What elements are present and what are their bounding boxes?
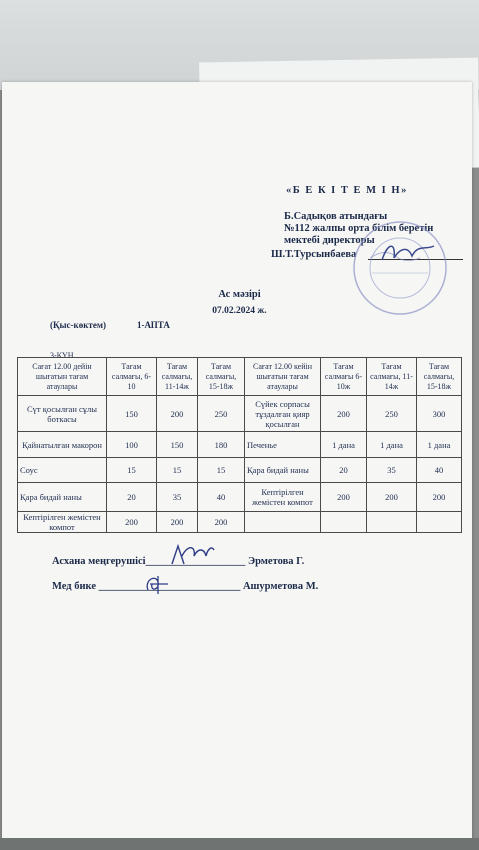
header-cell: Тағам салмағы, 11-14ж [157, 358, 198, 396]
nurse-signature-line: Мед бике ___________________________ Ашурметова М. [52, 581, 319, 592]
value-cell: 20 [107, 483, 157, 512]
header-cell: Сағат 12.00 кейін шығатын тағам атаулары [245, 358, 321, 396]
header-cell: Тағам салмағы, 11-14ж [367, 358, 417, 396]
value-cell: 180 [198, 432, 245, 458]
header-cell: Сағат 12.00 дейін шығатын тағам атаулары [18, 358, 107, 396]
org-line-3: мектебі директоры [284, 235, 375, 246]
header-cell: Тағам салмағы, 15-18ж [417, 358, 462, 396]
value-cell: 40 [417, 458, 462, 483]
value-cell: 20 [321, 458, 367, 483]
value-cell: 200 [321, 483, 367, 512]
value-cell: 200 [157, 512, 198, 533]
cook-signature [168, 542, 216, 568]
value-cell [321, 512, 367, 533]
school-stamp [350, 218, 450, 318]
table-row [18, 512, 462, 533]
director-signature [378, 240, 438, 266]
value-cell: 150 [107, 396, 157, 432]
dish-cell [245, 512, 321, 533]
dish-cell: Сүйек сорпасы тұздалған қияр қосылған [245, 396, 321, 432]
value-cell: 15 [107, 458, 157, 483]
value-cell: 200 [417, 483, 462, 512]
day-label: 3-КҮН [50, 351, 74, 360]
value-cell: 300 [417, 396, 462, 432]
table-row [18, 483, 462, 512]
dish-cell: Кептірілген жемістен компот [18, 512, 107, 533]
table-row [18, 432, 462, 458]
value-cell: 1 дана [417, 432, 462, 458]
header-cell: Тағам салмағы, 15-18ж [198, 358, 245, 396]
value-cell: 200 [367, 483, 417, 512]
document-title: Ас мәзірі [218, 289, 261, 300]
season-label: (Қыс-көктем) [50, 320, 106, 330]
value-cell: 40 [198, 483, 245, 512]
week-label: 1-АПТА [137, 320, 170, 330]
header-cell: Тағам салмағы, 6-10 [107, 358, 157, 396]
director-name: Ш.Т.Турсынбаева [271, 249, 357, 260]
value-cell: 250 [198, 396, 245, 432]
dish-cell: Соус [18, 458, 107, 483]
value-cell: 35 [367, 458, 417, 483]
value-cell: 200 [157, 396, 198, 432]
table-header-row [18, 358, 462, 396]
menu-table [17, 357, 462, 533]
cook-signature-line: Асхана меңгерушісі___________________ Эрметова Г. [52, 556, 305, 567]
value-cell: 1 дана [321, 432, 367, 458]
document-date: 07.02.2024 ж. [212, 306, 267, 316]
dish-cell: Кептірілген жемістен компот [245, 483, 321, 512]
table-row [18, 396, 462, 432]
background-floor [0, 838, 479, 850]
org-line-1: Б.Садықов атындағы [284, 211, 388, 222]
value-cell: 35 [157, 483, 198, 512]
dish-cell: Қара бидай наны [245, 458, 321, 483]
value-cell: 200 [321, 396, 367, 432]
value-cell: 15 [198, 458, 245, 483]
org-line-2: №112 жалпы орта білім беретін [284, 223, 434, 234]
dish-cell: Сүт қосылған сұлы боткасы [18, 396, 107, 432]
dish-cell: Печенье [245, 432, 321, 458]
dish-cell: Қара бидай наны [18, 483, 107, 512]
table-row [18, 458, 462, 483]
value-cell: 100 [107, 432, 157, 458]
value-cell: 200 [107, 512, 157, 533]
value-cell [367, 512, 417, 533]
approval-heading: «Б Е К І Т Е М І Н» [286, 185, 408, 196]
dish-cell: Қайнатылған макорон [18, 432, 107, 458]
value-cell: 250 [367, 396, 417, 432]
header-cell: Тағам салмағы 6-10ж [321, 358, 367, 396]
value-cell: 1 дана [367, 432, 417, 458]
value-cell [417, 512, 462, 533]
value-cell: 200 [198, 512, 245, 533]
nurse-signature [142, 572, 172, 596]
value-cell: 15 [157, 458, 198, 483]
value-cell: 150 [157, 432, 198, 458]
